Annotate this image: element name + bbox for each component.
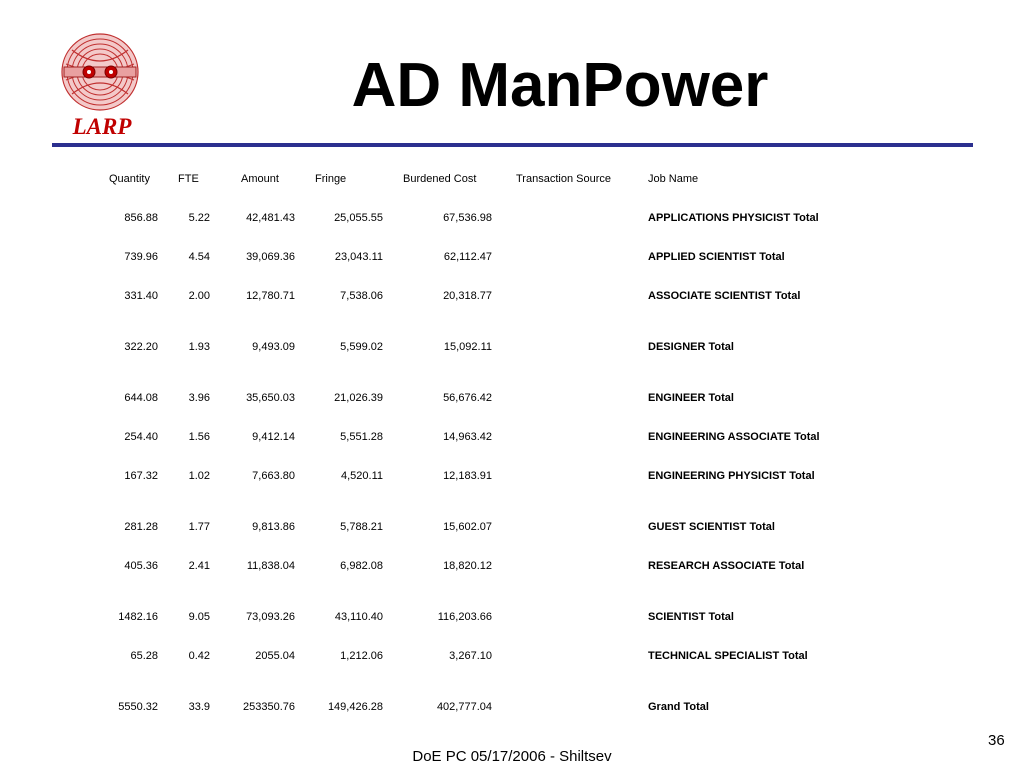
cell-quantity: 281.28 bbox=[124, 521, 158, 533]
cell-quantity: 331.40 bbox=[124, 290, 158, 302]
larp-logo bbox=[52, 28, 148, 140]
column-header-fringe: Fringe bbox=[315, 173, 347, 185]
cell-fte: 33.9 bbox=[188, 701, 210, 713]
column-header-burdened-cost: Burdened Cost bbox=[403, 173, 477, 185]
cell-burdened-cost: 15,602.07 bbox=[443, 521, 492, 533]
footer-text: DoE PC 05/17/2006 - Shiltsev bbox=[412, 748, 612, 765]
cell-fte: 2.00 bbox=[188, 290, 210, 302]
cell-job-name: APPLIED SCIENTIST Total bbox=[648, 251, 785, 263]
logo-text: LARP bbox=[72, 114, 132, 139]
cell-fte: 1.56 bbox=[188, 431, 210, 443]
cell-amount: 2055.04 bbox=[255, 650, 295, 662]
cell-quantity: 1482.16 bbox=[118, 611, 158, 623]
column-header-fte: FTE bbox=[178, 173, 199, 185]
cell-job-name: ENGINEERING PHYSICIST Total bbox=[648, 470, 815, 482]
cell-burdened-cost: 116,203.66 bbox=[437, 611, 492, 623]
cell-fringe: 1,212.06 bbox=[340, 650, 383, 662]
cell-job-name: ASSOCIATE SCIENTIST Total bbox=[648, 290, 801, 302]
cell-fringe: 149,426.28 bbox=[327, 701, 383, 713]
column-header-transaction-source: Transaction Source bbox=[516, 173, 611, 185]
cell-fringe: 5,788.21 bbox=[340, 521, 383, 533]
cell-burdened-cost: 62,112.47 bbox=[443, 251, 492, 263]
cell-fte: 1.02 bbox=[188, 470, 210, 482]
page-title: AD ManPower bbox=[351, 51, 769, 120]
column-header-amount: Amount bbox=[241, 173, 279, 185]
cell-fringe: 23,043.11 bbox=[334, 251, 383, 263]
cell-burdened-cost: 15,092.11 bbox=[443, 341, 492, 353]
cell-fte: 1.93 bbox=[188, 341, 210, 353]
cell-quantity: 254.40 bbox=[124, 431, 158, 443]
cell-amount: 9,412.14 bbox=[252, 431, 295, 443]
cell-burdened-cost: 402,777.04 bbox=[436, 701, 492, 713]
cell-burdened-cost: 14,963.42 bbox=[443, 431, 492, 443]
cell-job-name: APPLICATIONS PHYSICIST Total bbox=[648, 212, 819, 224]
cell-fte: 9.05 bbox=[188, 611, 210, 623]
cell-amount: 9,813.86 bbox=[252, 521, 295, 533]
cell-amount: 253350.76 bbox=[243, 701, 295, 713]
cell-burdened-cost: 56,676.42 bbox=[443, 392, 492, 404]
cell-job-name: RESEARCH ASSOCIATE Total bbox=[648, 560, 805, 572]
cell-amount: 39,069.36 bbox=[246, 251, 295, 263]
cell-job-name: GUEST SCIENTIST Total bbox=[648, 521, 775, 533]
column-header-quantity: Quantity bbox=[109, 173, 150, 185]
cell-burdened-cost: 3,267.10 bbox=[449, 650, 492, 662]
cell-amount: 9,493.09 bbox=[252, 341, 295, 353]
cell-job-name: Grand Total bbox=[648, 701, 709, 713]
cell-amount: 73,093.26 bbox=[246, 611, 295, 623]
cell-fringe: 21,026.39 bbox=[334, 392, 383, 404]
cell-amount: 35,650.03 bbox=[246, 392, 295, 404]
column-header-job-name: Job Name bbox=[648, 173, 699, 185]
cell-fte: 4.54 bbox=[188, 251, 210, 263]
cell-fte: 5.22 bbox=[188, 212, 210, 224]
cell-job-name: DESIGNER Total bbox=[648, 341, 734, 353]
cell-fte: 0.42 bbox=[188, 650, 210, 662]
cell-burdened-cost: 12,183.91 bbox=[443, 470, 492, 482]
cell-fringe: 43,110.40 bbox=[334, 611, 383, 623]
cell-fringe: 7,538.06 bbox=[340, 290, 383, 302]
cell-amount: 12,780.71 bbox=[246, 290, 295, 302]
cell-quantity: 167.32 bbox=[124, 470, 158, 482]
page-number: 36 bbox=[988, 732, 1005, 749]
cell-quantity: 65.28 bbox=[130, 650, 158, 662]
cell-job-name: SCIENTIST Total bbox=[648, 611, 734, 623]
cell-quantity: 322.20 bbox=[124, 341, 158, 353]
cell-fringe: 4,520.11 bbox=[340, 470, 383, 482]
cell-fringe: 5,551.28 bbox=[340, 431, 383, 443]
cell-quantity: 739.96 bbox=[124, 251, 158, 263]
cell-fte: 3.96 bbox=[188, 392, 210, 404]
cell-fringe: 6,982.08 bbox=[340, 560, 383, 572]
cell-burdened-cost: 67,536.98 bbox=[443, 212, 492, 224]
cell-job-name: TECHNICAL SPECIALIST Total bbox=[648, 650, 808, 662]
cell-amount: 42,481.43 bbox=[246, 212, 295, 224]
cell-fringe: 25,055.55 bbox=[334, 212, 383, 224]
cell-fringe: 5,599.02 bbox=[340, 341, 383, 353]
cell-burdened-cost: 18,820.12 bbox=[443, 560, 492, 572]
cell-fte: 2.41 bbox=[188, 560, 210, 572]
larp-accelerator-logo-icon bbox=[52, 28, 148, 118]
cell-fte: 1.77 bbox=[188, 521, 210, 533]
cell-quantity: 644.08 bbox=[124, 392, 158, 404]
title-divider bbox=[52, 143, 973, 147]
cell-amount: 11,838.04 bbox=[246, 560, 295, 572]
cell-quantity: 856.88 bbox=[124, 212, 158, 224]
cell-quantity: 405.36 bbox=[124, 560, 158, 572]
cell-job-name: ENGINEER Total bbox=[648, 392, 734, 404]
cell-burdened-cost: 20,318.77 bbox=[443, 290, 492, 302]
cell-job-name: ENGINEERING ASSOCIATE Total bbox=[648, 431, 820, 443]
cell-amount: 7,663.80 bbox=[252, 470, 295, 482]
cell-quantity: 5550.32 bbox=[118, 701, 158, 713]
